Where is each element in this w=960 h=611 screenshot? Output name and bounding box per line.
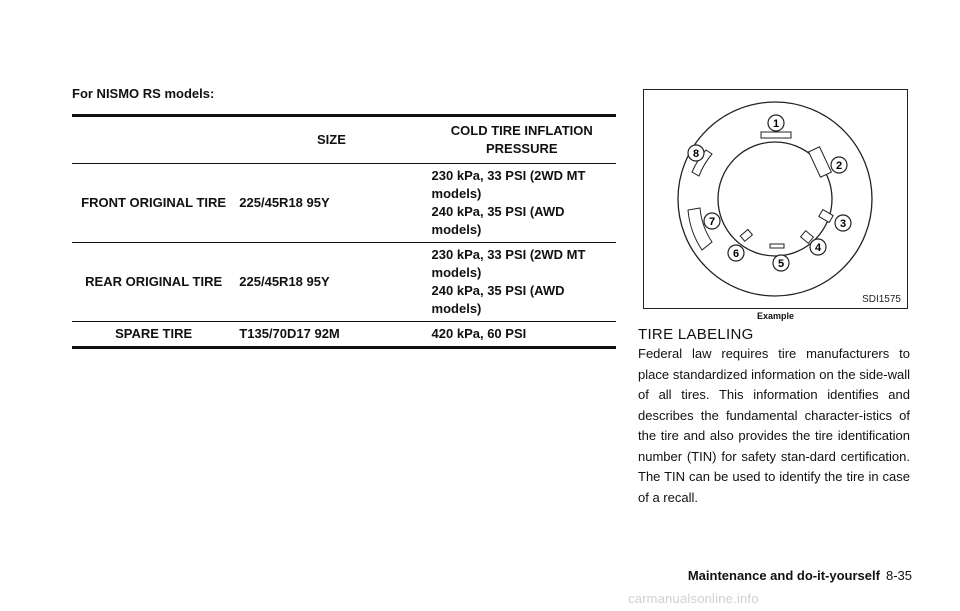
label-block-6 <box>740 229 752 241</box>
svg-text:3: 3 <box>839 218 847 230</box>
label-block-5 <box>770 244 784 248</box>
row-label: FRONT ORIGINAL TIRE <box>72 164 235 243</box>
svg-text:7: 7 <box>708 216 716 228</box>
figure-code: SDI1575 <box>862 294 901 305</box>
row-size: 225/45R18 95Y <box>235 243 427 322</box>
svg-text:6: 6 <box>732 248 740 260</box>
tire-diagram <box>644 90 907 308</box>
label-block-1 <box>761 132 791 138</box>
table-header-row <box>72 116 616 164</box>
row-size: 225/45R18 95Y <box>235 164 427 243</box>
row-size: T135/70D17 92M <box>239 326 340 341</box>
header-pressure: COLD TIRE INFLATION PRESSURE <box>428 116 616 164</box>
callout-3 <box>835 215 851 231</box>
callout-8 <box>688 145 704 161</box>
header-empty <box>72 116 235 164</box>
header-size: SIZE <box>235 116 427 164</box>
callout-5 <box>773 255 789 271</box>
table-row <box>72 164 616 243</box>
table-row <box>72 322 616 348</box>
callout-2 <box>831 157 847 173</box>
row-label: REAR ORIGINAL TIRE <box>72 243 235 322</box>
callout-6 <box>728 245 744 261</box>
svg-text:4: 4 <box>814 242 822 254</box>
tire-sidewall-figure <box>643 89 908 309</box>
table-row <box>72 243 616 322</box>
label-block-2 <box>809 147 832 177</box>
pressure-line: 240 kPa, 35 PSI (AWD models) <box>431 283 565 316</box>
figure-caption: Example <box>756 311 795 321</box>
footer-section: Maintenance and do-it-yourself <box>687 568 880 583</box>
page-number: 8-35 <box>885 568 912 583</box>
callout-1 <box>768 115 784 131</box>
svg-text:1: 1 <box>772 118 780 130</box>
callout-7 <box>704 213 720 229</box>
pressure-line: 230 kPa, 33 PSI (2WD MT models) <box>431 168 586 201</box>
page-footer <box>630 568 912 583</box>
section-title: TIRE LABELING <box>638 326 754 343</box>
watermark: carmanualsonline.info <box>628 591 759 606</box>
pressure-line: 420 kPa, 60 PSI <box>431 326 527 341</box>
svg-text:5: 5 <box>777 258 785 270</box>
row-label: SPARE TIRE <box>115 326 193 341</box>
body-paragraph: Federal law requires tire manufacturers to place standardized information on the side-wall of all tires. This information identifies and describes the fundamental character-istics of the tire and also provides the tire identification number (TIN) for safety stan-dard certification. The TIN can be used to identify the tire in case of a recall. <box>638 346 910 505</box>
row-pressure <box>428 322 616 348</box>
callout-4 <box>810 239 826 255</box>
pressure-line: 240 kPa, 35 PSI (AWD models) <box>431 204 565 237</box>
pressure-line: 230 kPa, 33 PSI (2WD MT models) <box>431 247 586 280</box>
svg-text:8: 8 <box>692 148 700 160</box>
svg-text:2: 2 <box>835 160 843 172</box>
row-pressure <box>428 164 616 243</box>
row-pressure <box>428 243 616 322</box>
tire-pressure-table <box>72 114 616 349</box>
section-heading: For NISMO RS models: <box>72 86 215 101</box>
